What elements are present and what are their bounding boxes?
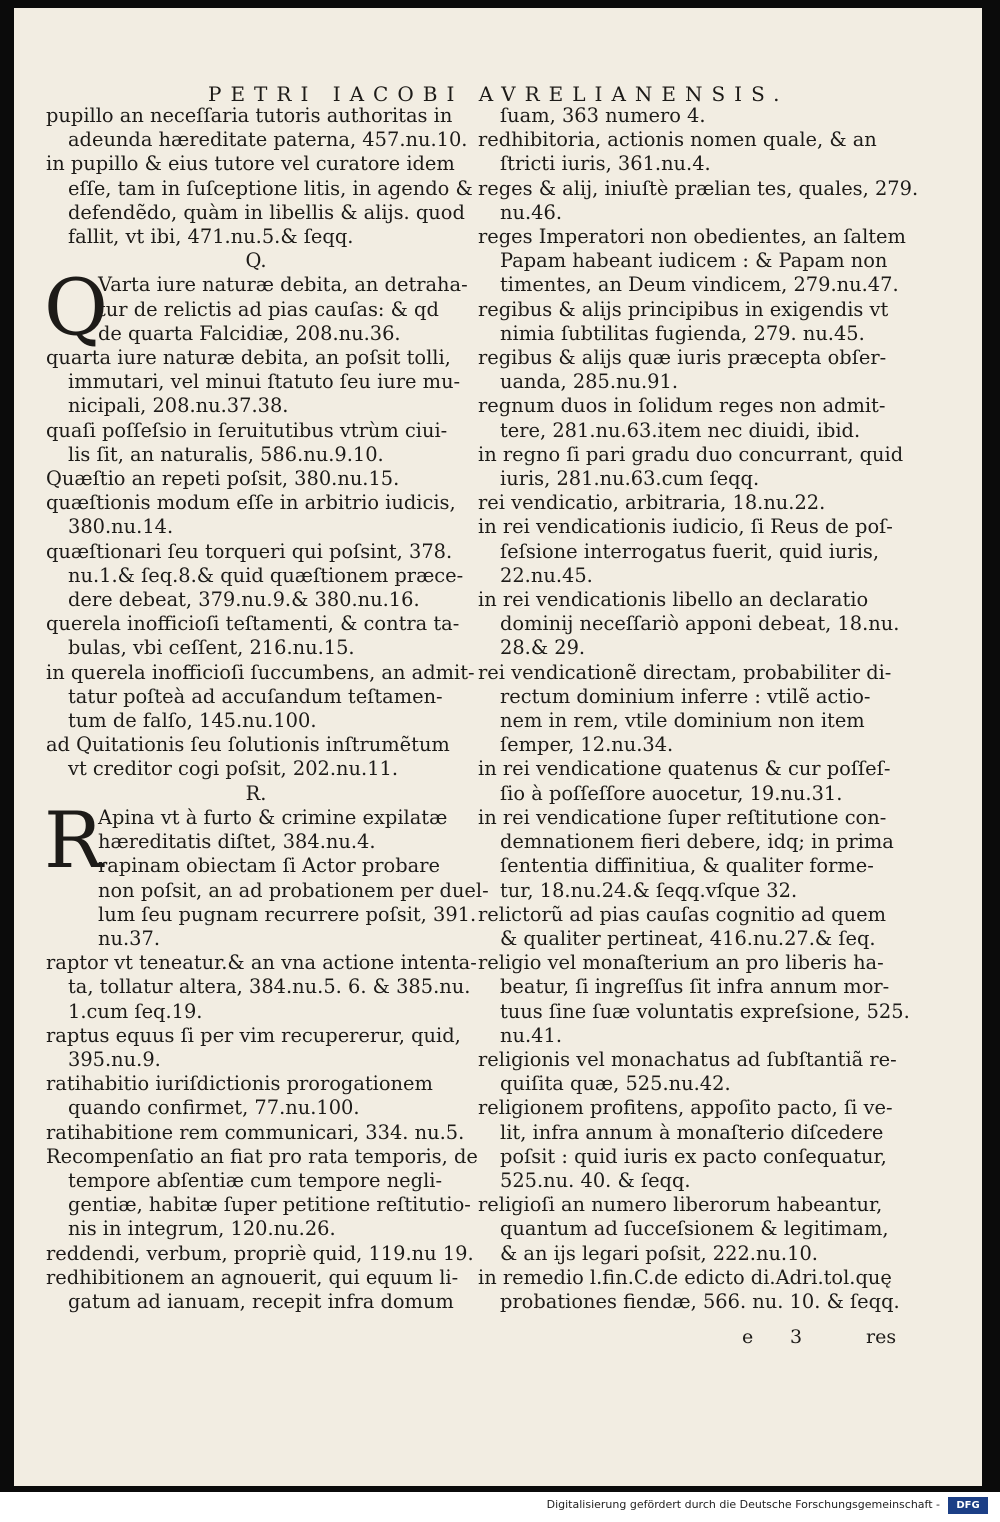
- entry-line: ratihabitio iuriſdictionis prorogationem: [46, 1072, 433, 1096]
- entry-line: tere, 281.nu.63.item nec diuidi, ibid.: [500, 418, 861, 442]
- signature-mark: e: [742, 1326, 754, 1348]
- entry-line: vt creditor cogi poſsit, 202.nu.11.: [68, 757, 399, 781]
- entry-line: quando confirmet, 77.nu.100.: [68, 1096, 360, 1120]
- index-entry-dropcap: [44, 795, 489, 951]
- entry-line: reges & alij, iniuſtè prælian tes, quales, 279.: [478, 176, 919, 200]
- entry-line: bulas, vbi ceſſent, 216.nu.15.: [68, 636, 355, 660]
- entry-line: tuus ſine ſuæ voluntatis expreſsione, 525.: [500, 999, 910, 1023]
- index-entry: [46, 1241, 474, 1266]
- entry-line: & qualiter pertineat, 416.nu.27.& ſeq.: [500, 926, 876, 950]
- entry-line: 22.nu.45.: [500, 563, 593, 587]
- index-entry: [46, 467, 466, 491]
- entry-line: rei vendicationẽ directam, probabiliter di-: [478, 660, 892, 684]
- entry-line: 395.nu.9.: [68, 1047, 161, 1071]
- entry-line: raptus equus ſi per vim recupererur, quid,: [46, 1023, 461, 1047]
- index-entry: [46, 1144, 478, 1242]
- entry-line: regnum duos in ſolidum reges non admit-: [478, 394, 886, 418]
- entry-line: rectum dominium inferre : vtilẽ actio-: [500, 684, 871, 708]
- entry-line: nu.46.: [500, 200, 562, 224]
- entry-line: & an ijs legari poſsit, 222.nu.10.: [500, 1241, 818, 1265]
- entry-line: 525.nu. 40. & ſeqq.: [500, 1168, 691, 1192]
- entry-line: in regno ſi pari gradu duo concurrant, quid: [478, 442, 904, 466]
- entry-line: regibus & alijs principibus in exigendis vt: [478, 297, 889, 321]
- index-entry: [478, 442, 904, 491]
- entry-line: 1.cum ſeq.19.: [68, 999, 203, 1023]
- entry-line: nu.37.: [98, 926, 160, 950]
- entry-line: adeunda hæreditate paterna, 457.nu.10.: [68, 128, 468, 152]
- entry-line: Varta iure naturæ debita, an detraha-: [98, 273, 468, 297]
- index-entry: [478, 104, 898, 128]
- entry-line: ſtricti iuris, 361.nu.4.: [500, 152, 711, 176]
- entry-line: Apina vt à furto & crimine expilatæ: [98, 805, 448, 829]
- entry-line: quiſita quæ, 525.nu.42.: [500, 1072, 731, 1096]
- entry-line: tur, 18.nu.24.& ſeqq.vſque 32.: [500, 878, 798, 902]
- entry-line: in rei vendicationis iudicio, ſi Reus de poſ-: [478, 515, 893, 539]
- entry-line: ſeſsione interrogatus fuerit, quid iuris,: [500, 539, 880, 563]
- entry-line: lum ſeu pugnam recurrere poſsit, 391.: [98, 902, 477, 926]
- index-entry: [46, 733, 466, 781]
- index-entry-dropcap: [44, 263, 468, 354]
- index-entry: [478, 394, 898, 442]
- entry-line: gatum ad ianuam, recepit infra domum: [68, 1289, 454, 1313]
- entry-line: tempore abſentiæ cum tempore negli-: [68, 1168, 443, 1192]
- entry-line: gentiæ, habitæ ſuper petitione reſtitutio-: [68, 1193, 471, 1217]
- entry-line: probationes fiendæ, 566. nu. 10. & ſeqq.: [500, 1289, 900, 1313]
- entry-line: non poſsit, an ad probationem per duel-: [98, 878, 489, 902]
- entry-line: defendẽdo, quàm in libellis & alijs. quod: [68, 200, 465, 224]
- entry-line: nimia ſubtilitas fugienda, 279. nu.45.: [500, 321, 865, 345]
- entry-line: hæreditatis diſtet, 384.nu.4.: [98, 830, 376, 854]
- entry-line: pupillo an neceſſaria tutoris authoritas in: [46, 104, 453, 127]
- entry-line: reges Imperatori non obedientes, an ſaltem: [478, 225, 906, 249]
- entry-line: ſententia diffinitiua, & qualiter forme-: [500, 854, 874, 878]
- entry-line: religio vel monaſterium an pro liberis ha-: [478, 951, 884, 975]
- entry-line: quantum ad ſucceſsionem & legitimam,: [500, 1217, 889, 1241]
- index-entry: [46, 419, 466, 467]
- entry-line: redhibitionem an agnouerit, qui equum li-: [46, 1265, 459, 1289]
- entry-line: nicipali, 208.nu.37.38.: [68, 394, 289, 418]
- index-entry: [478, 951, 910, 1048]
- entry-line: rei vendicatio, arbitraria, 18.nu.22.: [478, 491, 826, 515]
- entry-line: ta, tollatur altera, 384.nu.5. 6. & 385.nu.: [68, 975, 471, 999]
- left-column: [44, 104, 489, 1314]
- entry-line: ſemper, 12.nu.34.: [500, 733, 674, 757]
- entry-line: beatur, ſi ingreſſus ſit infra annum mor-: [500, 975, 890, 999]
- index-entry: [478, 903, 898, 951]
- index-entry: [478, 1193, 898, 1266]
- index-entry: [46, 1072, 466, 1120]
- entry-line: religionis vel monachatus ad ſubſtantiã re-: [478, 1047, 897, 1071]
- index-entry: [46, 1266, 466, 1314]
- entry-line: in pupillo & eius tutore vel curatore idem: [46, 152, 455, 176]
- index-entry: [478, 515, 898, 588]
- entry-line: quarta iure naturæ debita, an poſsit tolli,: [46, 346, 451, 370]
- entry-line: lis ſit, an naturalis, 586.nu.9.10.: [68, 442, 384, 466]
- entry-line: timentes, an Deum vindicem, 279.nu.47.: [500, 273, 899, 297]
- right-column: [478, 104, 919, 1314]
- entry-line: raptor vt teneatur.& an vna actione intenta-: [46, 951, 477, 975]
- entry-line: regibus & alijs quæ iuris præcepta obſer-: [478, 346, 887, 370]
- entry-line: 28.& 29.: [500, 636, 586, 660]
- index-entry: [478, 588, 898, 661]
- entry-line: ad Quitationis ſeu ſolutionis inſtrumẽtum: [46, 733, 450, 757]
- entry-line: tatur poſteà ad accuſandum teſtamen-: [68, 684, 443, 708]
- index-entry: [478, 661, 898, 758]
- index-entry: [46, 152, 473, 249]
- entry-line: ratihabitione rem communicari, 334. nu.5.: [46, 1120, 465, 1144]
- entry-line: quæſtionis modum eſſe in arbitrio iudicis,: [46, 491, 456, 515]
- entry-line: Recompenſatio an fiat pro rata temporis, de: [46, 1144, 478, 1168]
- drop-capital: R: [44, 795, 103, 886]
- index-entry: [46, 660, 475, 734]
- index-entry: [478, 1096, 898, 1193]
- index-entry: [478, 491, 898, 515]
- index-entry: [46, 612, 466, 660]
- entry-line: dere debeat, 379.nu.9.& 380.nu.16.: [68, 588, 420, 612]
- section-letter: R.: [245, 781, 267, 805]
- index-entry: [478, 806, 898, 903]
- entry-line: lit, infra annum à monaſterio diſcedere: [500, 1120, 884, 1144]
- section-letter: Q.: [245, 249, 267, 273]
- entry-line: tum de falſo, 145.nu.100.: [68, 709, 317, 733]
- entry-line: relictorũ ad pias cauſas cognitio ad quem: [478, 902, 886, 926]
- entry-line: demnationem fieri debere, idq; in prima: [500, 830, 894, 854]
- entry-line: in remedio l.fin.C.de edicto di.Adri.tol.quę: [478, 1265, 892, 1289]
- drop-capital: Q: [44, 263, 108, 354]
- entry-line: ſio à poſſeſſore auocetur, 19.nu.31.: [500, 781, 843, 805]
- entry-line: iuris, 281.nu.63.cum ſeqq.: [500, 467, 760, 491]
- entry-line: in rei vendicatione ſuper reſtitutione con-: [478, 805, 887, 829]
- entry-line: querela inofficioſi teſtamenti, & contra ta-: [46, 612, 460, 636]
- index-entry: [478, 757, 898, 805]
- page-number: 3: [790, 1326, 803, 1348]
- entry-line: reddendi, verbum, propriè quid, 119.nu 19.: [46, 1241, 474, 1265]
- index-entry: [478, 298, 898, 346]
- funding-credit: Digitalisierung gefördert durch die Deutsche Forschungsgemeinschaft -: [546, 1498, 940, 1511]
- credit-bar: [0, 1492, 1000, 1522]
- entry-line: Papam habeant iudicem : & Papam non: [500, 249, 888, 273]
- index-entry: [478, 176, 919, 225]
- entry-line: tur de relictis ad pias cauſas: & qd: [98, 297, 439, 321]
- entry-line: quaſi poſſeſsio in ſeruitutibus vtrùm ciui-: [46, 418, 448, 442]
- entry-line: Quæſtio an repeti poſsit, 380.nu.15.: [46, 467, 400, 491]
- index-entry: [46, 1121, 466, 1145]
- entry-line: nu.41.: [500, 1023, 562, 1047]
- entry-line: 380.nu.14.: [68, 515, 174, 539]
- entry-line: nis in integrum, 120.nu.26.: [68, 1217, 336, 1241]
- entry-line: redhibitoria, actionis nomen quale, & an: [478, 128, 877, 152]
- index-entry: [478, 128, 898, 176]
- entry-line: religioſi an numero liberorum habeantur,: [478, 1193, 883, 1217]
- entry-line: nem in rem, vtile dominium non item: [500, 709, 865, 733]
- index-entry: [478, 346, 898, 394]
- dfg-logo: DFG: [948, 1497, 988, 1514]
- entry-line: in querela inofficioſi ſuccumbens, an admit-: [46, 660, 475, 684]
- entry-line: ſuam, 363 numero 4.: [500, 104, 706, 127]
- index-entry: [46, 1024, 466, 1072]
- index-entry: [46, 951, 477, 1024]
- entry-line: nu.1.& ſeq.8.& quid quæſtionem præce-: [68, 563, 464, 587]
- index-entry: [478, 1266, 898, 1314]
- entry-line: in rei vendicationis libello an declaratio: [478, 588, 869, 612]
- entry-line: dominij neceſſariò apponi debeat, 18.nu.: [500, 612, 900, 636]
- entry-line: poſsit : quid iuris ex pacto conſequatur,: [500, 1144, 887, 1168]
- running-header: PETRI IACOBI AVRELIANENSIS.: [208, 82, 789, 106]
- index-entry: [478, 1048, 898, 1096]
- entry-line: in rei vendicatione quatenus & cur poſſeſ-: [478, 757, 891, 781]
- entry-line: uanda, 285.nu.91.: [500, 370, 678, 394]
- entry-line: rapinam obiectam ſi Actor probare: [98, 854, 440, 878]
- entry-line: de quarta Falcidiæ, 208.nu.36.: [98, 321, 401, 345]
- entry-line: immutari, vel minui ſtatuto ſeu iure mu-: [68, 370, 461, 394]
- index-entry: [478, 225, 906, 298]
- index-entry: [46, 491, 466, 539]
- entry-line: quæſtionari ſeu torqueri qui poſsint, 378.: [46, 539, 453, 563]
- index-entry: [46, 104, 466, 152]
- index-entry: [46, 346, 466, 419]
- entry-line: eſſe, tam in ſuſceptione litis, in agendo &: [68, 176, 473, 200]
- catchword: res: [866, 1326, 897, 1348]
- index-entry: [46, 540, 466, 613]
- entry-line: fallit, vt ibi, 471.nu.5.& ſeqq.: [68, 225, 354, 249]
- entry-line: religionem profitens, appoſito pacto, ſi ve-: [478, 1096, 893, 1120]
